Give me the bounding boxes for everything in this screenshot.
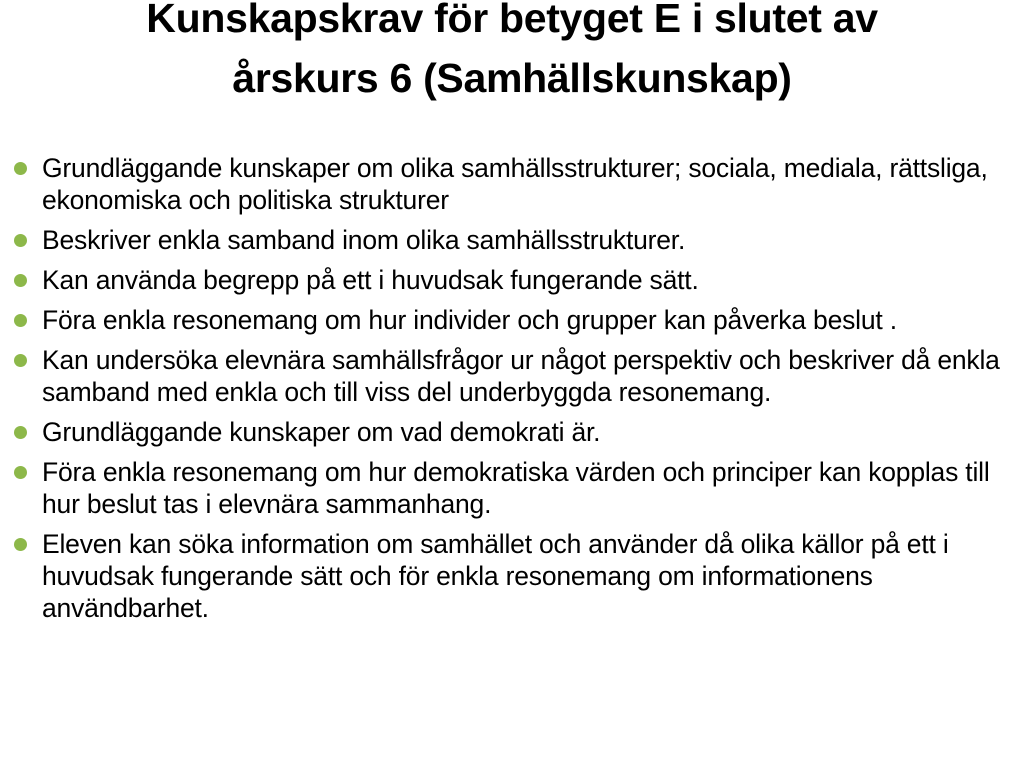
- bullet-text: Beskriver enkla samband inom olika samhällsstrukturer.: [42, 225, 686, 255]
- bullet-item: [14, 528, 1014, 624]
- bullet-text: Kan undersöka elevnära samhällsfrågor ur något perspektiv och beskriver då enkla samband med enkla och till viss del underbyggda resonemang.: [42, 345, 1000, 407]
- bullet-text: Grundläggande kunskaper om olika samhällsstrukturer; sociala, mediala, rättsliga, ekonomiska och politiska strukturer: [42, 153, 988, 215]
- bullet-text: Eleven kan söka information om samhället och använder då olika källor på ett i huvudsak fungerande sätt och för enkla resonemang om informationens användbarhet.: [42, 529, 949, 623]
- bullet-text: Kan använda begrepp på ett i huvudsak fungerande sätt.: [42, 265, 699, 295]
- bullet-item: [14, 152, 1014, 216]
- bullet-item: [14, 304, 1014, 336]
- bullet-dot-icon: [14, 274, 27, 287]
- bullet-item: [14, 456, 1014, 520]
- bullet-item: [14, 416, 1014, 448]
- bullet-dot-icon: [14, 426, 27, 439]
- bullet-text: Grundläggande kunskaper om vad demokrati är.: [42, 417, 601, 447]
- bullet-item: [14, 264, 1014, 296]
- bullet-dot-icon: [14, 234, 27, 247]
- bullet-item: [14, 344, 1014, 408]
- slide-title-line-1: Kunskapskrav för betyget E i slutet av: [146, 0, 878, 41]
- bullet-dot-icon: [14, 466, 27, 479]
- bullet-dot-icon: [14, 314, 27, 327]
- bullet-text: Föra enkla resonemang om hur individer och grupper kan påverka beslut .: [42, 305, 897, 335]
- bullet-list: [14, 152, 1014, 624]
- slide-title-line-2: årskurs 6 (Samhällskunskap): [232, 55, 792, 101]
- bullet-dot-icon: [14, 538, 27, 551]
- bullet-item: [14, 224, 1014, 256]
- slide-title: [40, 0, 984, 108]
- bullet-text: Föra enkla resonemang om hur demokratiska värden och principer kan kopplas till hur beslut tas i elevnära sammanhang.: [42, 457, 990, 519]
- bullet-dot-icon: [14, 162, 27, 175]
- bullet-dot-icon: [14, 354, 27, 367]
